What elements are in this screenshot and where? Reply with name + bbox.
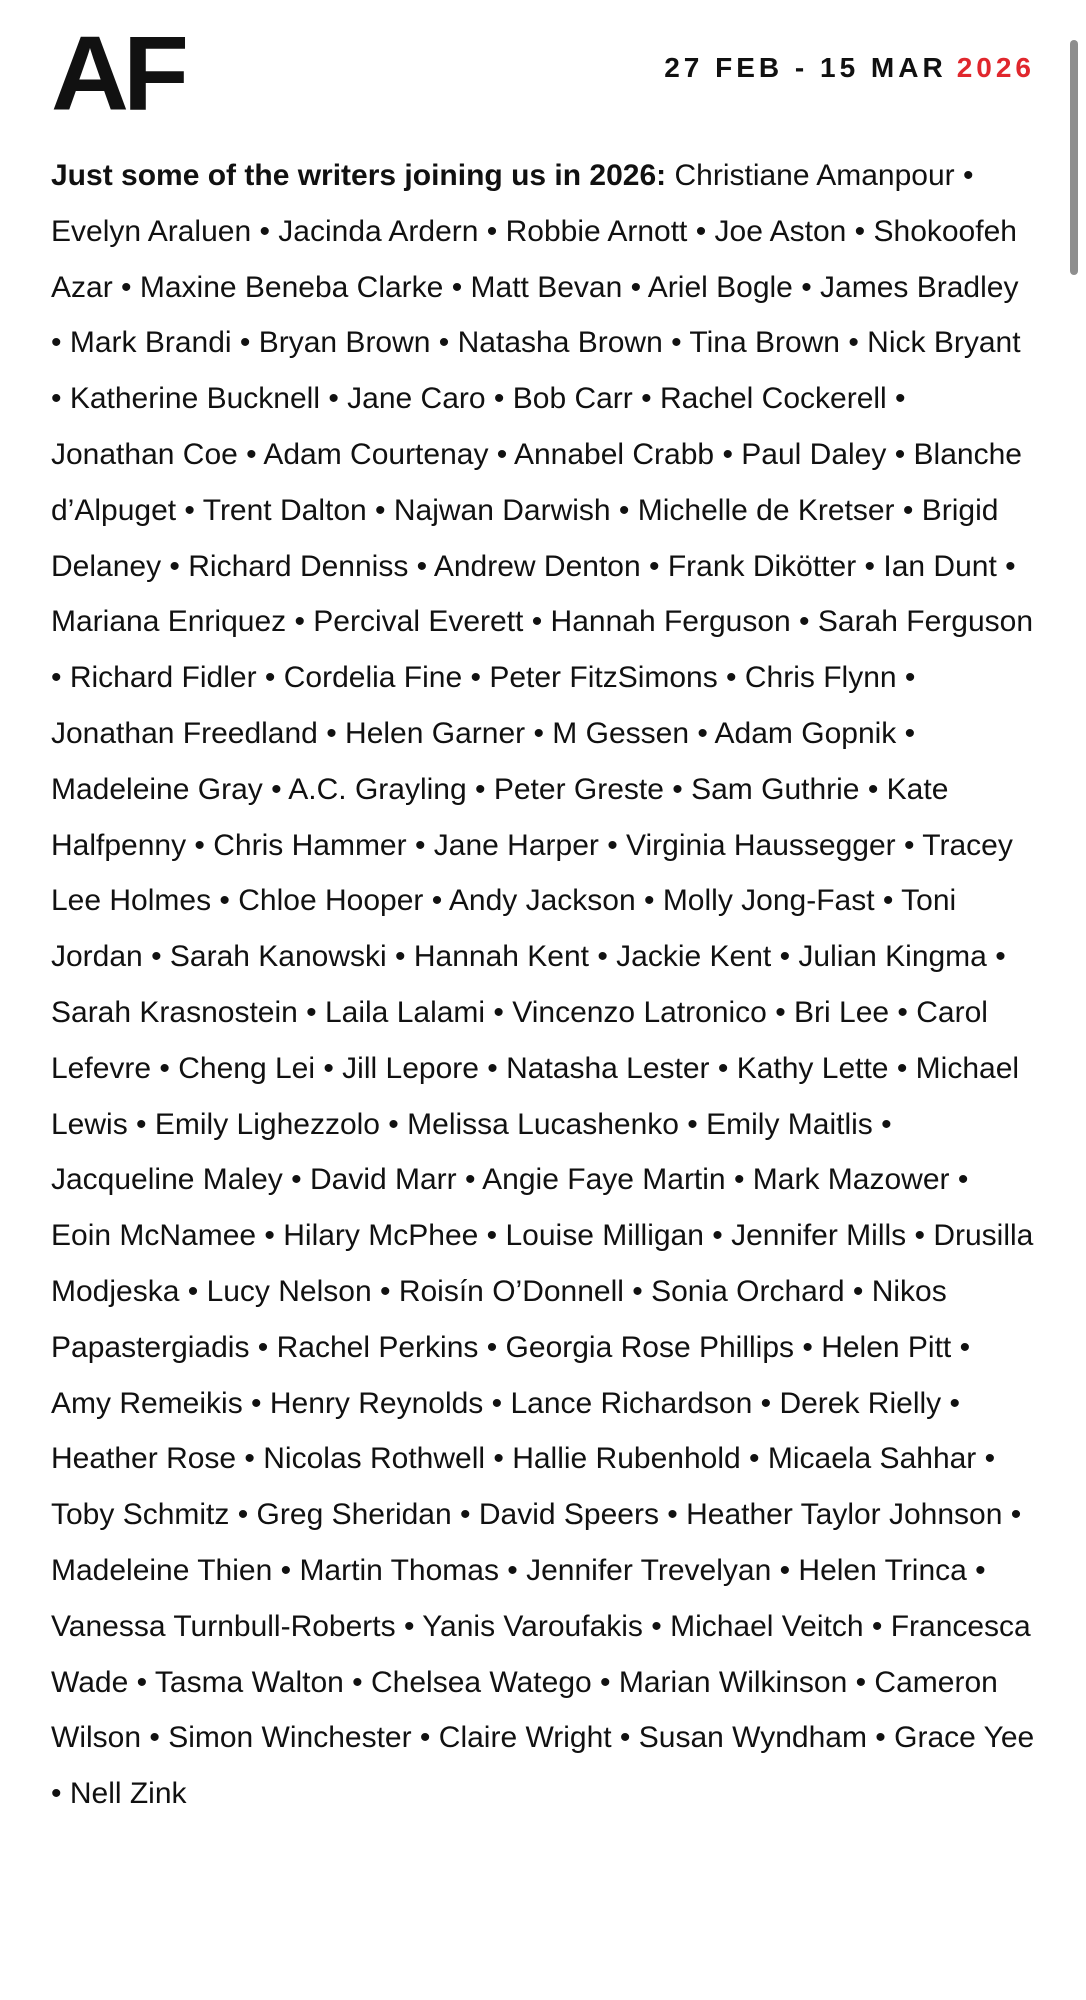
date-range: 27 FEB - 15 MAR [664,52,947,83]
writers-paragraph [51,148,1036,1822]
writers-list: Christiane Amanpour • Evelyn Araluen • Jacinda Ardern • Robbie Arnott • Joe Aston • Shokoofeh Azar • Maxine Beneba Clarke • Matt Bevan • Ariel Bogle • James Bradley • Mark Brandi • Bryan Brown • Natasha Brown • Tina Brown • Nick Bryant • Katherine Bucknell • Jane Caro • Bob Carr • Rachel Cockerell • Jonathan Coe • Adam Courtenay • Annabel Crabb • Paul Daley • Blanche d’Alpuget • Trent Dalton • Najwan Darwish • Michelle de Kretser • Brigid Delaney • Richard Denniss • Andrew Denton • Frank Dikötter • Ian Dunt • Mariana Enriquez • Percival Everett • Hannah Ferguson • Sarah Ferguson • Richard Fidler • Cordelia Fine • Peter FitzSimons • Chris Flynn • Jonathan Freedland • Helen Garner • M Gessen • Adam Gopnik • Madeleine Gray • A.C. Grayling • Peter Greste • Sam Guthrie • Kate Halfpenny • Chris Hammer • Jane Harper • Virginia Haussegger • Tracey Lee Holmes • Chloe Hooper • Andy Jackson • Molly Jong-Fast • Toni Jordan • Sarah Kanowski • Hannah Kent • Jackie Kent • Julian Kingma • Sarah Krasnostein • Laila Lalami • Vincenzo Latronico • Bri Lee • Carol Lefevre • Cheng Lei • Jill Lepore • Natasha Lester • Kathy Lette • Michael Lewis • Emily Lighezzolo • Melissa Lucashenko • Emily Maitlis • Jacqueline Maley • David Marr • Angie Faye Martin • Mark Mazower • Eoin McNamee • Hilary McPhee • Louise Milligan • Jennifer Mills • Drusilla Modjeska • Lucy Nelson • Roisín O’Donnell • Sonia Orchard • Nikos Papastergiadis • Rachel Perkins • Georgia Rose Phillips • Helen Pitt • Amy Remeikis • Henry Reynolds • Lance Richardson • Derek Rielly • Heather Rose • Nicolas Rothwell • Hallie Rubenhold • Micaela Sahhar • Toby Schmitz • Greg Sheridan • David Speers • Heather Taylor Johnson • Madeleine Thien • Martin Thomas • Jennifer Trevelyan • Helen Trinca • Vanessa Turnbull-Roberts • Yanis Varoufakis • Michael Veitch • Francesca Wade • Tasma Walton • Chelsea Watego • Marian Wilkinson • Cameron Wilson • Simon Winchester • Claire Wright • Susan Wyndham • Grace Yee • Nell Zink [51,159,1035,1811]
vertical-scrollbar[interactable] [1070,40,1078,275]
festival-year: 2026 [956,52,1035,83]
festival-dates [664,52,1035,84]
festival-logo[interactable]: AF [51,13,183,132]
writers-lead: Just some of the writers joining us in 2026: [51,159,667,192]
page-header [51,13,1035,132]
